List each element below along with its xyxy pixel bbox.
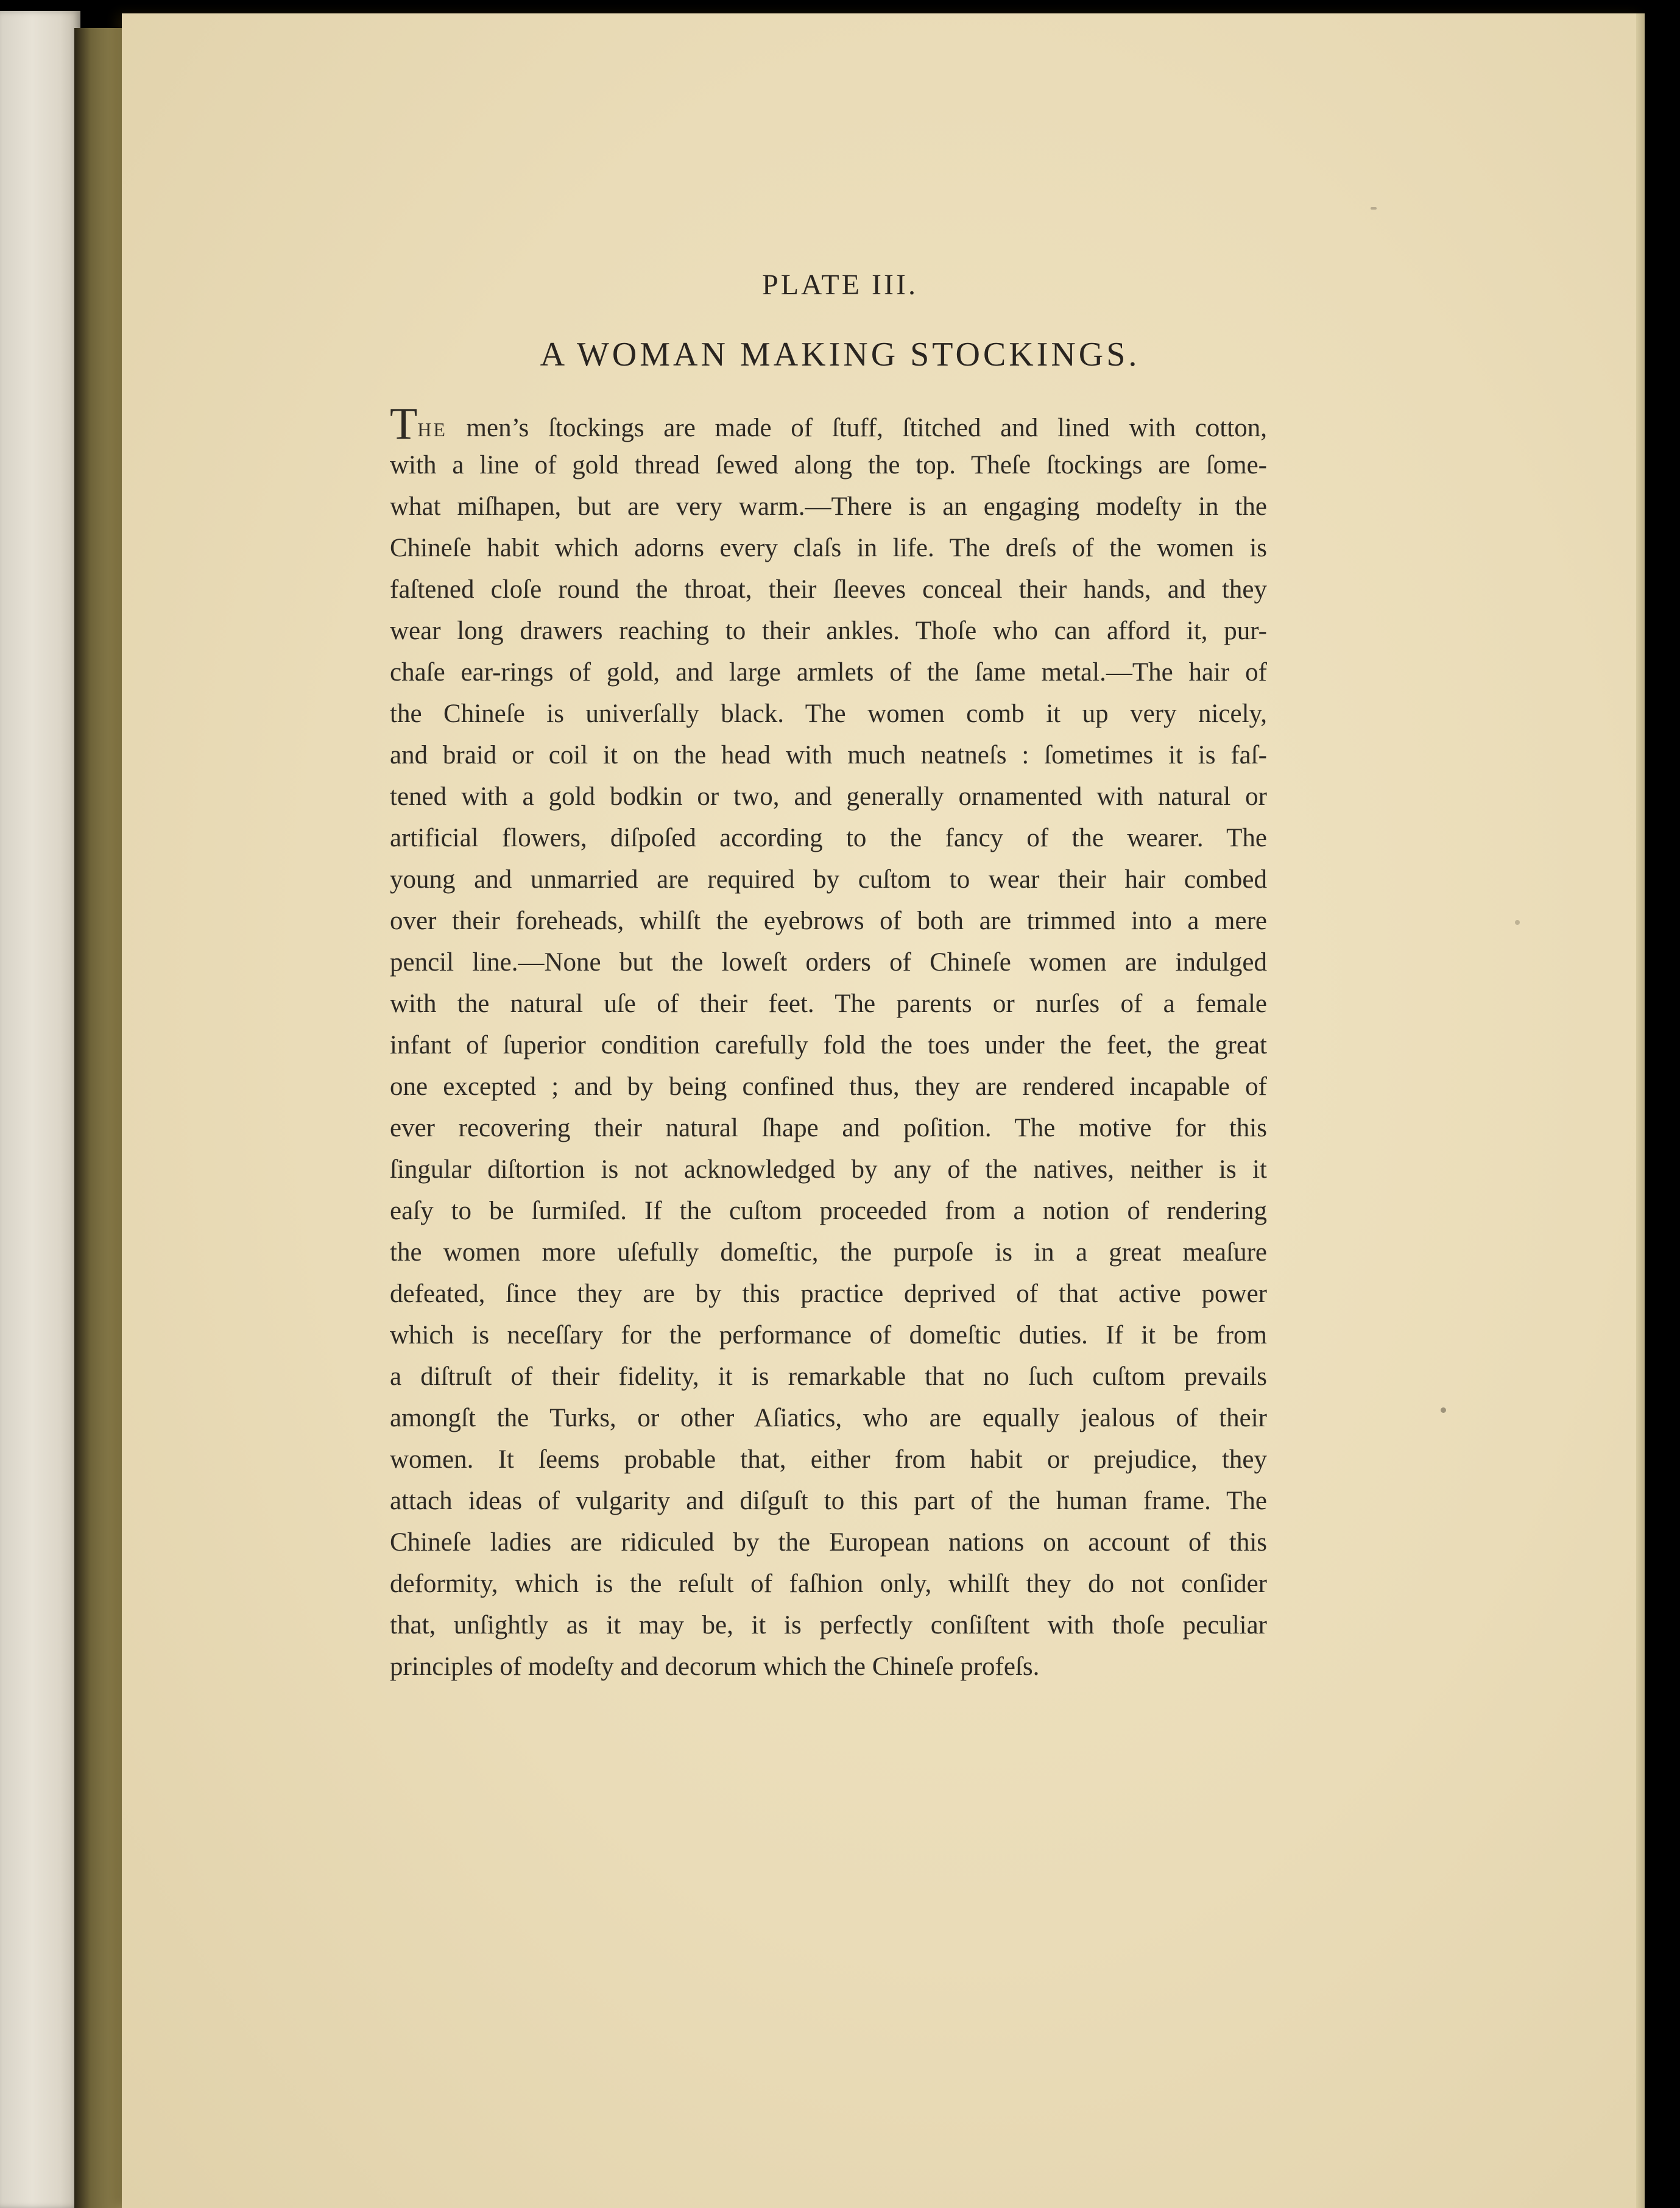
text-line: the women more uſefully domeſtic, the purpoſe is in a great meaſure (390, 1238, 1267, 1267)
text-line: what miſhapen, but are very warm.—There is an engaging modeſty in the (390, 492, 1267, 521)
text-line: that, unſightly as it may be, it is perfectly conſiſtent with thoſe peculiar (390, 1611, 1267, 1640)
text-line: attach ideas of vulgarity and diſguſt to this part of the human frame. The (390, 1487, 1267, 1515)
paper-speck (1441, 1407, 1446, 1413)
text-line: and braid or coil it on the head with much neatneſs : ſometimes it is faſ- (390, 741, 1267, 770)
page-title: A WOMAN MAKING STOCKINGS. (540, 336, 1140, 373)
text-line: infant of ſuperior condition carefully fold the toes under the feet, the great (390, 1031, 1267, 1060)
text-line: over their foreheads, whilſt the eyebrows of both are trimmed into a mere (390, 907, 1267, 935)
text-line: wear long drawers reaching to their ankles. Thoſe who can afford it, pur- (390, 617, 1267, 645)
text-line: which is neceſſary for the performance of domeſtic duties. If it be from (390, 1321, 1267, 1350)
text-line: young and unmarried are required by cuſtom to wear their hair combed (390, 865, 1267, 894)
text-line: with the natural uſe of their feet. The parents or nurſes of a female (390, 989, 1267, 1018)
text-line: pencil line.—None but the loweſt orders of Chineſe women are indulged (390, 948, 1267, 977)
text-line (390, 403, 1267, 445)
text-line: one excepted ; and by being confined thus, they are rendered incapable of (390, 1072, 1267, 1101)
text-line: chaſe ear-rings of gold, and large armlets of the ſame metal.—The hair of (390, 658, 1267, 687)
text-line: defeated, ſince they are by this practice deprived of that active power (390, 1279, 1267, 1308)
text-line: a diſtruſt of their fidelity, it is remarkable that no ſuch cuſtom prevails (390, 1362, 1267, 1391)
text-line: faſtened cloſe round the throat, their ſleeves conceal their hands, and they (390, 575, 1267, 604)
text-line: amongſt the Turks, or other Aſiatics, who are equally jealous of their (390, 1404, 1267, 1432)
text-line: tened with a gold bodkin or two, and generally ornamented with natural or (390, 782, 1267, 811)
text-line: ever recovering their natural ſhape and poſition. The motive for this (390, 1114, 1267, 1142)
text-line: with a line of gold thread ſewed along the top. Theſe ſtockings are ſome- (390, 451, 1267, 479)
drop-cap: T (390, 403, 418, 445)
paper-speck (1371, 207, 1377, 210)
text-line: women. It ſeems probable that, either from habit or prejudice, they (390, 1445, 1267, 1474)
text-line: Chineſe habit which adorns every claſs in life. The dreſs of the women is (390, 534, 1267, 562)
text-line: deformity, which is the reſult of faſhion only, whilſt they do not conſider (390, 1569, 1267, 1598)
text-line: Chineſe ladies are ridiculed by the European nations on account of this (390, 1528, 1267, 1557)
body-text (390, 403, 1267, 1688)
text-line: eaſy to be ſurmiſed. If the cuſtom proceeded from a notion of rendering (390, 1197, 1267, 1225)
text-line: principles of modeſty and decorum which the Chineſe profeſs. (390, 1652, 1040, 1681)
drop-cap-small-caps: HE (417, 419, 447, 441)
text-line: ſingular diſtortion is not acknowledged by any of the natives, neither is it (390, 1155, 1267, 1184)
text-line: the Chineſe is univerſally black. The women comb it up very nicely, (390, 699, 1267, 728)
text-line: artificial flowers, diſpoſed according to the fancy of the wearer. The (390, 824, 1267, 852)
text-line-rest: men’s ſtockings are made of ſtuff, ſtitched and lined with cotton, (446, 414, 1267, 442)
paper-speck (1515, 920, 1520, 925)
plate-heading: PLATE III. (762, 269, 918, 301)
